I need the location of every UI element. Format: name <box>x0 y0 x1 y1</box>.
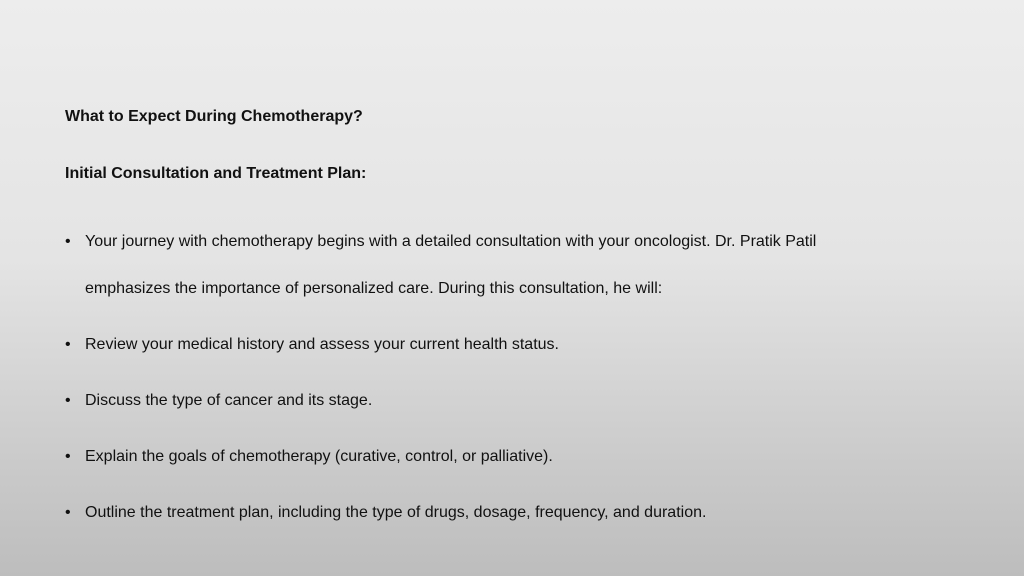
bullet-marker: • <box>65 504 71 521</box>
slide-title: What to Expect During Chemotherapy? <box>65 108 363 125</box>
bullet-text: Explain the goals of chemotherapy (curative, control, or palliative). <box>85 448 553 465</box>
bullet-marker: • <box>65 448 71 465</box>
bullet-marker: • <box>65 233 71 250</box>
bullet-marker: • <box>65 336 71 353</box>
section-heading: Initial Consultation and Treatment Plan: <box>65 165 367 182</box>
bullet-item-treatment-plan <box>65 489 965 536</box>
bullet-text: Review your medical history and assess your current health status. <box>85 336 559 353</box>
bullet-item-medical-history <box>65 321 965 368</box>
bullet-marker: • <box>65 392 71 409</box>
bullet-item-cancer-type <box>65 377 965 424</box>
bullet-text-line-2: emphasizes the importance of personalized care. During this consultation, he will: <box>85 280 663 297</box>
bullet-text-line-1: Your journey with chemotherapy begins with a detailed consultation with your oncologist. Dr. Pratik Patil <box>85 233 817 250</box>
bullet-text: Discuss the type of cancer and its stage. <box>85 392 373 409</box>
bullet-item-goals <box>65 433 965 480</box>
bullet-item-consultation <box>65 218 965 312</box>
bullet-list <box>65 218 965 536</box>
bullet-text: Outline the treatment plan, including the type of drugs, dosage, frequency, and duration. <box>85 504 707 521</box>
